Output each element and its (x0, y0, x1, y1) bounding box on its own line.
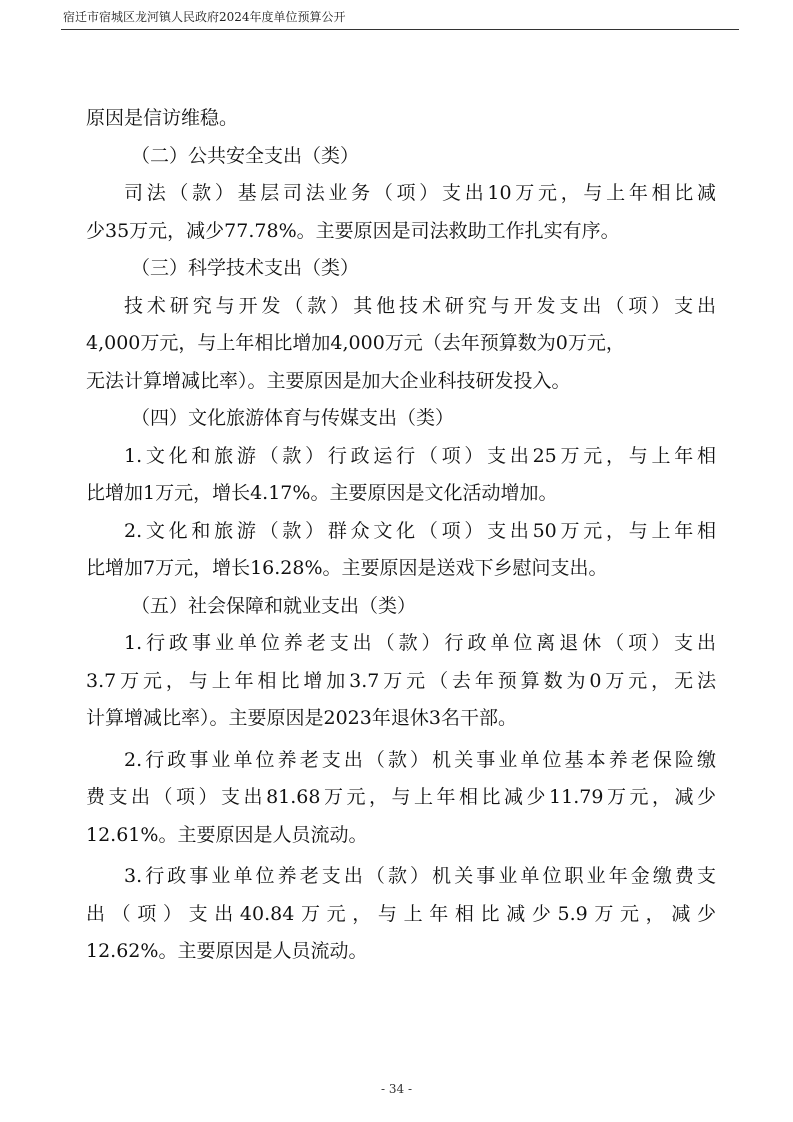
text-line: 2.文化和旅游（款）群众文化（项）支出50万元，与上年相 (124, 519, 716, 542)
text-line: 司法（款）基层司法业务（项）支出10万元，与上年相比减 (124, 182, 716, 204)
text-line: 出（项）支出40.84万元，与上年相比减少5.9万元，减少 (86, 902, 716, 925)
text-line: 计算增减比率）。主要原因是2023年退休3名干部。 (86, 707, 517, 729)
text-line: 比增加7万元，增长16.28%。主要原因是送戏下乡慰问支出。 (86, 557, 608, 579)
text-line: 3.7万元，与上年相比增加3.7万元（去年预算数为0万元，无法 (86, 669, 716, 692)
text-line: 12.62%。主要原因是人员流动。 (86, 940, 368, 962)
text-line: 4,000万元，与上年相比增加4,000万元（去年预算数为0万元， (86, 332, 625, 354)
document-body (86, 100, 716, 971)
text-line: 3.行政事业单位养老支出（款）机关事业单位职业年金缴费支 (124, 865, 716, 887)
text-line: 1.文化和旅游（款）行政运行（项）支出25万元，与上年相 (124, 444, 716, 467)
text-line: 12.61%。主要原因是人员流动。 (86, 823, 368, 846)
header-divider (61, 29, 739, 30)
section-heading: （五）社会保障和就业支出（类） (131, 594, 417, 617)
section-heading: （二）公共安全支出（类） (131, 144, 360, 167)
text-line: 技术研究与开发（款）其他技术研究与开发支出（项）支出 (124, 294, 716, 317)
section-heading: （四）文化旅游体育与传媒支出（类） (131, 407, 455, 429)
text-line: 无法计算增减比率）。主要原因是加大企业科技研发投入。 (86, 369, 571, 392)
text-line: 1.行政事业单位养老支出（款）行政单位离退休（项）支出 (124, 632, 716, 654)
section-heading: （三）科学技术支出（类） (131, 257, 360, 279)
text-line: 费支出（项）支出81.68万元，与上年相比减少11.79万元，减少 (86, 786, 716, 808)
page-header: 宿迁市宿城区龙河镇人民政府2024年度单位预算公开 (63, 10, 346, 24)
text-line: 2.行政事业单位养老支出（款）机关事业单位基本养老保险缴 (124, 748, 716, 771)
text-line: 原因是信访维稳。 (86, 107, 239, 129)
page-number: - 34 - (380, 1082, 412, 1096)
text-line: 比增加1万元，增长4.17%。主要原因是文化活动增加。 (86, 482, 558, 504)
text-line: 少35万元，减少77.78%。主要原因是司法救助工作扎实有序。 (86, 219, 620, 242)
